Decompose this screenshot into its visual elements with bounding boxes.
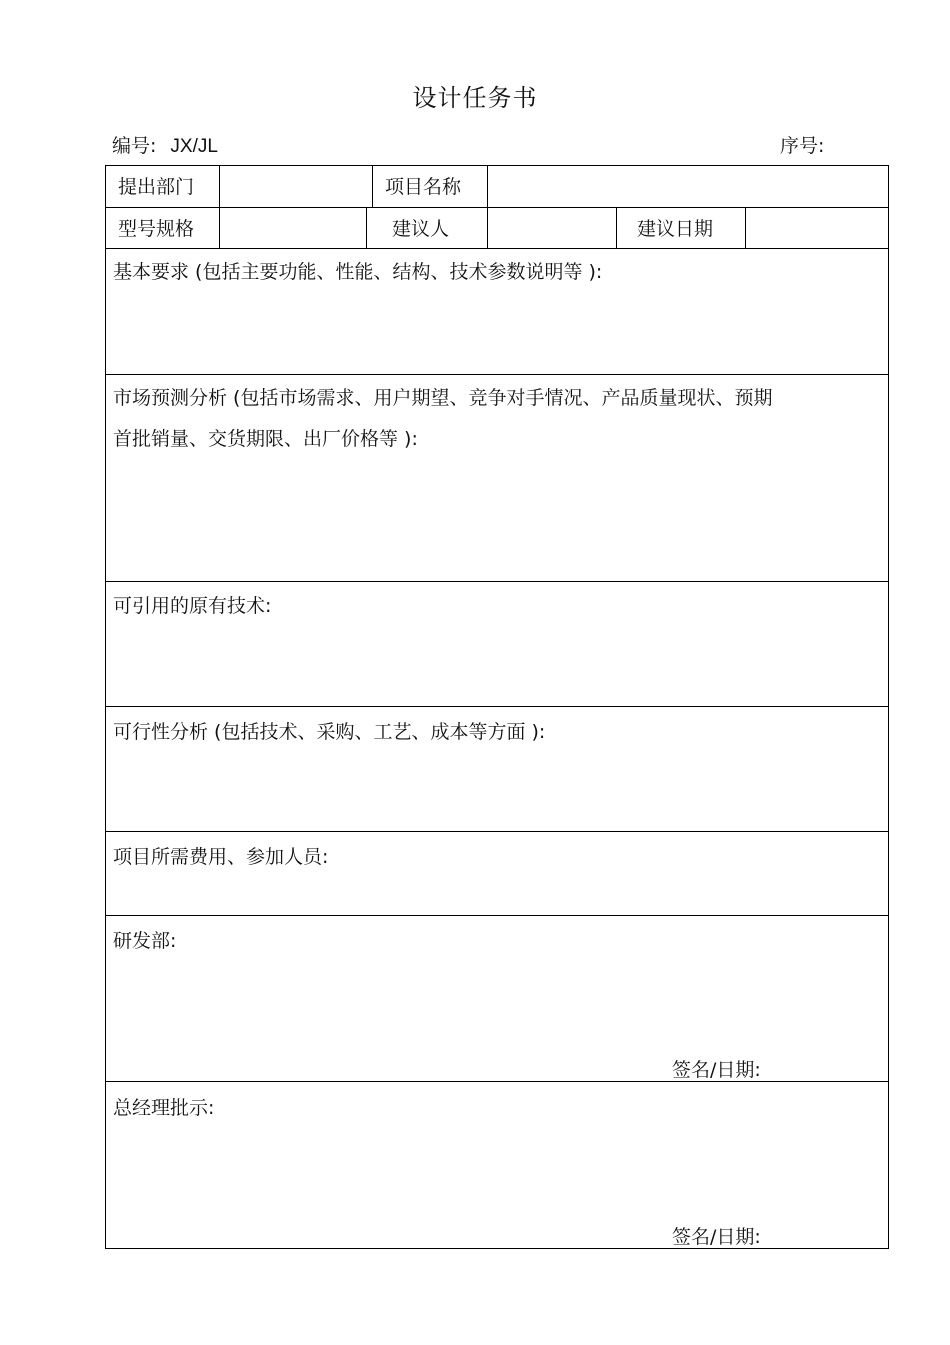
project-name-value-cell[interactable]: [491, 169, 885, 203]
col-divider: [372, 165, 373, 207]
row-divider: [105, 831, 889, 832]
row-divider: [105, 1081, 889, 1082]
document-title: 设计任务书: [412, 84, 538, 112]
row-divider: [105, 374, 889, 375]
number-value: JX/JL: [170, 136, 218, 157]
proposer-label: 建议人: [392, 218, 450, 240]
row-divider: [105, 248, 889, 249]
col-divider: [366, 207, 367, 248]
row-divider: [105, 915, 889, 916]
number-label: 编号:: [112, 135, 157, 157]
row-divider: [105, 706, 889, 707]
col-divider: [487, 207, 488, 248]
proposer-value-cell[interactable]: [491, 211, 612, 244]
market-forecast-label-line2: 首批销量、交货期限、出厂价格等 ):: [113, 428, 418, 450]
task-form-table: [105, 165, 889, 1249]
number-field: [112, 131, 218, 158]
proposal-date-value-cell[interactable]: [749, 211, 885, 244]
gm-signature-date-label: 签名/日期:: [672, 1226, 761, 1248]
serial-label: 序号:: [780, 135, 825, 157]
col-divider: [219, 165, 220, 207]
proposal-date-label: 建议日期: [637, 218, 714, 240]
rnd-signature-date-label: 签名/日期:: [672, 1059, 761, 1081]
dept-label: 提出部门: [118, 176, 195, 198]
gm-approval-label: 总经理批示:: [113, 1097, 215, 1119]
rnd-dept-label: 研发部:: [113, 930, 177, 952]
market-forecast-label-line1: 市场预测分析 (包括市场需求、用户期望、竞争对手情况、产品质量现状、预期: [113, 387, 773, 409]
col-divider: [487, 165, 488, 207]
project-name-label: 项目名称: [385, 176, 462, 198]
feasibility-label: 可行性分析 (包括技术、采购、工艺、成本等方面 ):: [113, 721, 546, 743]
row-divider: [105, 207, 889, 208]
cost-personnel-label: 项目所需费用、参加人员:: [113, 846, 329, 868]
dept-value-cell[interactable]: [223, 169, 368, 203]
model-spec-value-cell[interactable]: [223, 211, 362, 244]
col-divider: [616, 207, 617, 248]
existing-tech-label: 可引用的原有技术:: [113, 595, 272, 617]
model-spec-label: 型号规格: [118, 218, 195, 240]
col-divider: [219, 207, 220, 248]
basic-requirements-label: 基本要求 (包括主要功能、性能、结构、技术参数说明等 ):: [113, 261, 603, 283]
col-divider: [745, 207, 746, 248]
row-divider: [105, 581, 889, 582]
